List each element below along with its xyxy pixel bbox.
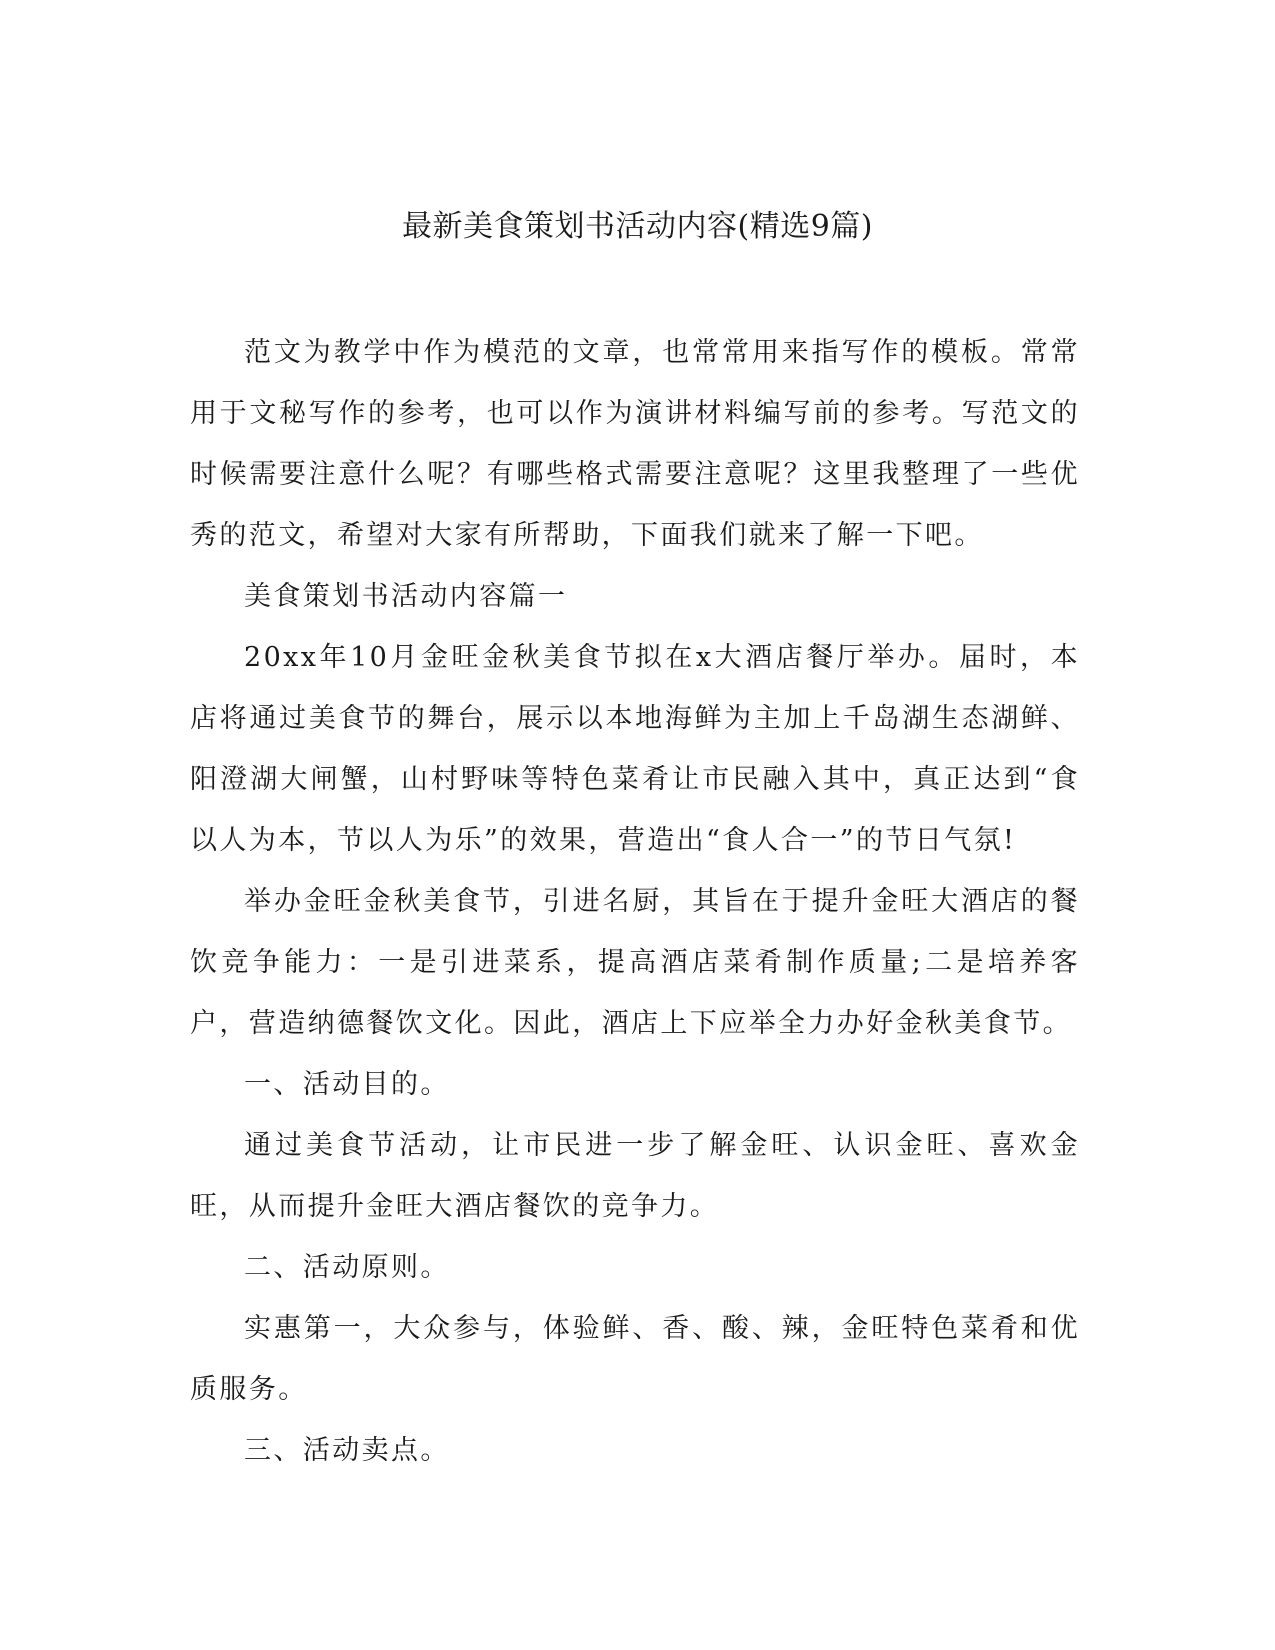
document-body [190, 322, 1080, 1481]
document-title: 最新美食策划书活动内容(精选9篇) [402, 209, 873, 244]
section-heading-part-one: 美食策划书活动内容篇一 [244, 581, 568, 612]
heading-activity-principle: 二、活动原则。 [244, 1252, 450, 1283]
event-purpose-paragraph: 举办金旺金秋美食节，引进名厨，其旨在于提升金旺大酒店的餐饮竞争能力：一是引进菜系，提高酒店菜肴制作质量;二是培养客户，营造纳德餐饮文化。因此，酒店上下应举全力办好金秋美食节。 [190, 886, 1080, 1039]
activity-goal-paragraph: 通过美食节活动，让市民进一步了解金旺、认识金旺、喜欢金旺，从而提升金旺大酒店餐饮的竞争力。 [190, 1130, 1080, 1222]
event-overview-paragraph: 20xx年10月金旺金秋美食节拟在x大酒店餐厅举办。届时，本店将通过美食节的舞台，展示以本地海鲜为主加上千岛湖生态湖鲜、阳澄湖大闸蟹，山村野味等特色菜肴让市民融入其中，真正达到“食以人为本，节以人为乐”的效果，营造出“食人合一”的节日气氛! [190, 642, 1080, 856]
activity-principle-paragraph: 实惠第一，大众参与，体验鲜、香、酸、辣，金旺特色菜肴和优质服务。 [190, 1313, 1080, 1405]
intro-paragraph: 范文为教学中作为模范的文章，也常常用来指写作的模板。常常用于文秘写作的参考，也可以作为演讲材料编写前的参考。写范文的时候需要注意什么呢？有哪些格式需要注意呢？这里我整理了一些优秀的范文，希望对大家有所帮助，下面我们就来了解一下吧。 [190, 337, 1080, 551]
heading-activity-goal: 一、活动目的。 [244, 1069, 450, 1100]
heading-activity-selling-points: 三、活动卖点。 [244, 1435, 450, 1466]
